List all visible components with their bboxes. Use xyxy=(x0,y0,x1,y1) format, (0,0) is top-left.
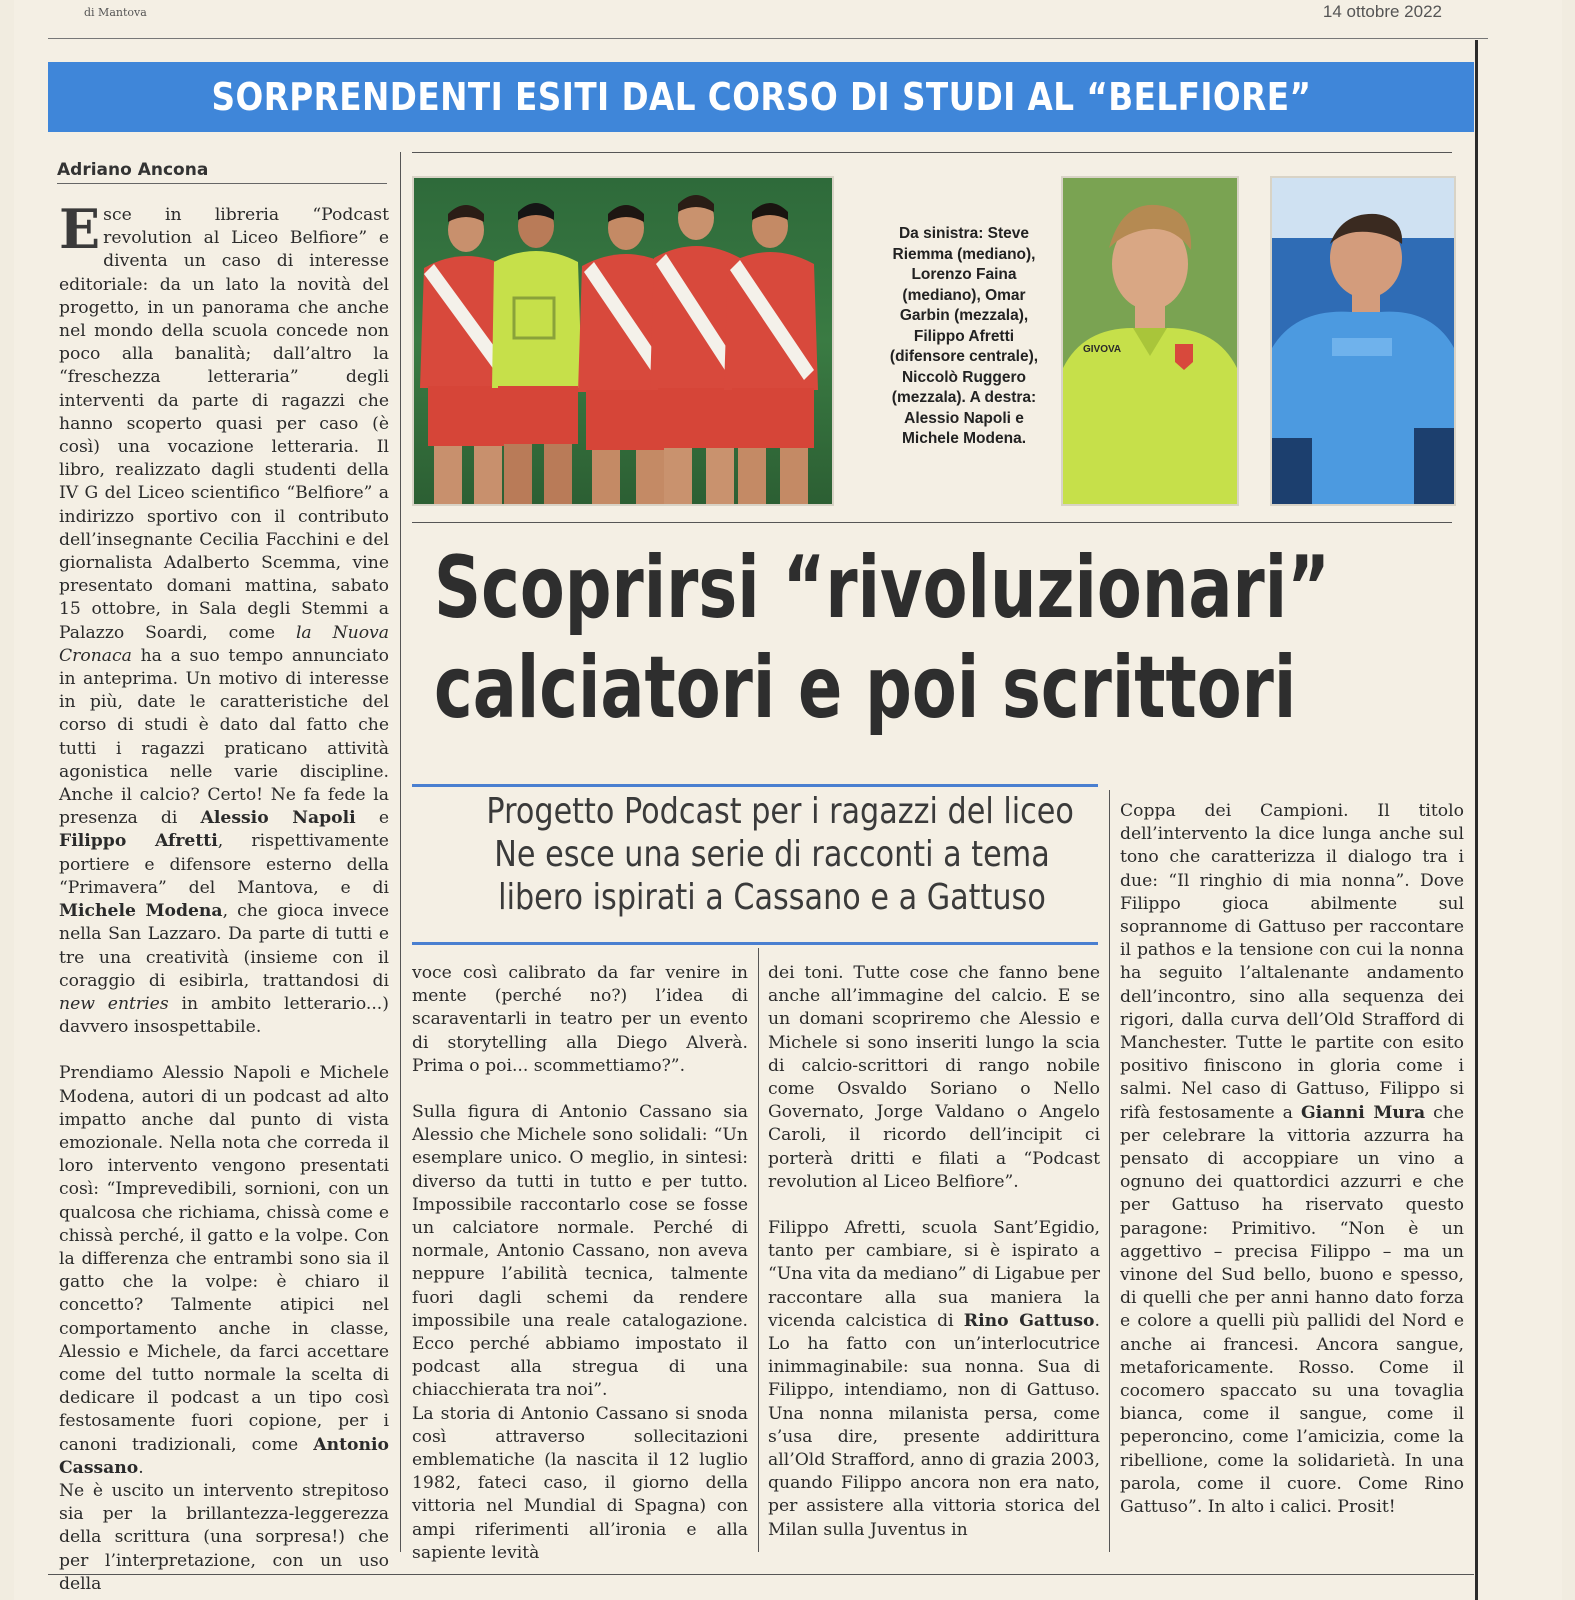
right-column-rule xyxy=(1475,40,1478,1600)
column-separator-2 xyxy=(758,948,759,1552)
author-byline: Adriano Ancona xyxy=(57,160,209,180)
col4-strong: Gianni Mura xyxy=(1300,1102,1426,1123)
team-photo-image xyxy=(414,178,832,504)
col3-strong: Rino Gattuso xyxy=(963,1310,1095,1331)
article-column-1 xyxy=(59,197,389,1596)
headline-line-1: Scoprirsi “rivoluzionari” xyxy=(434,538,1331,638)
col1-em: new entries xyxy=(59,993,169,1014)
masthead: di Mantova xyxy=(84,6,147,19)
col3-text: . Lo ha fatto con un’interlocutrice inimmaginabile: sua nonna. Sua di Filippo, intendiamo, non di Gattuso. Una nonna milanista persa, come s’usa dire, presente addirittura all’Old Strafford, anno di grazia 2003, quando Filippo ancora non era nato, per assistere alla vittoria storica del Milan sulla Juventus in xyxy=(768,1310,1100,1540)
photo-top-rule xyxy=(412,152,1452,153)
article-column-3 xyxy=(768,962,1100,1542)
col4-paragraph-1 xyxy=(1120,800,1464,1519)
banner-text: SORPRENDENTI ESITI DAL CORSO DI STUDI AL “BELFIORE” xyxy=(211,75,1311,119)
section-banner xyxy=(48,62,1474,132)
col1-strong: Alessio Napoli xyxy=(200,808,356,829)
col1-text: , che gioca invece nella San Lazzaro. Da parte di tutti e tre una creatività (insieme con il coraggio di esibirla, trattandosi di xyxy=(59,901,389,991)
col1-text: . xyxy=(138,1457,144,1478)
col1-text: , rispettivamente portiere e difensore esterno della “Primavera” del Mantova, e di xyxy=(59,831,389,898)
col3-paragraph-2 xyxy=(768,1217,1100,1542)
subhead-bottom-rule xyxy=(412,942,1098,945)
col3-text: Filippo Afretti, scuola Sant’Egidio, tanto per cambiare, si è ispirato a “Una vita da mediano” di Ligabue per raccontare alla sua maniera la vicenda calcistica di xyxy=(768,1218,1100,1331)
column-separator-1 xyxy=(400,152,401,1552)
subhead-top-rule xyxy=(412,784,1098,787)
team-photo xyxy=(412,176,834,506)
byline-rule xyxy=(57,183,387,184)
col1-paragraph-2 xyxy=(59,1062,389,1596)
article-column-2 xyxy=(412,962,748,1565)
col2-text: La storia di Antonio Cassano si snoda così attraverso sollecitazioni emblematiche (la nascita il 12 luglio 1982, fateci caso, il giorno della vittoria nel Mundial di Spagna) con ampi riferimenti all’ironia e alla sapiente levità xyxy=(412,1403,748,1563)
headline xyxy=(434,538,1474,738)
top-rule xyxy=(48,38,1488,39)
portrait-alessio-napoli xyxy=(1061,176,1239,506)
portrait-napoli-image xyxy=(1063,178,1237,504)
col1-text: Prendiamo Alessio Napoli e Michele Modena, autori di un podcast ad alto impatto anche dal punto di vista emozionale. Nella nota che correda il loro intervento vengono presentati così: “Imprevedibili, sornioni, con un qualcosa che richiama, chissà come e chissà perché, il gatto e la volpe. Con la differenza che entrambi sono sia il gatto che la volpe: è chiaro il concetto? Talmente atipici nel comportamento anche in classe, Alessio e Michele, da farci accettare come del tutto normale la scelta di dedicare il podcast a un tipo così festosamente fuori copione, per i canoni tradizionali, come xyxy=(59,1063,389,1455)
col3-paragraph-1: dei toni. Tutte cose che fanno bene anche all’immagine del calcio. E se un domani scopriremo che Alessio e Michele si sono inseriti lungo la scia di calcio-scrittori di rango nobile come Osvaldo Soriano o Nello Governato, Jorge Valdano o Angelo Caroli, il ricordo dell’incipit ci porterà dritti e filati a “Podcast revolution al Liceo Belfiore”. xyxy=(768,963,1100,1192)
col2-paragraph-1: voce così calibrato da far venire in mente (perché no?) l’idea di scaraventarli in teatro per un evento di storytelling alla Diego Alverà. Prima o poi... scommettiamo?”. xyxy=(412,963,748,1076)
col4-text: Coppa dei Campioni. Il titolo dell’intervento la dice lunga anche sul tono che caratterizza il dialogo tra i due: “Il ringhio di mia nonna”. Dove Filippo gioca abilmente sul soprannome di Gattuso per raccontare il pathos e la tensione con cui la nonna ha seguito l’altalenante andamento dell’incontro, sino alla sequenza dei rigori, dalla curva dell’Old Strafford di Manchester. Tutte le partite con esito positivo finiscono in gloria come i salmi. Nel caso di Gattuso, Filippo si rifà festosamente a xyxy=(1120,801,1464,1123)
headline-top-rule xyxy=(412,522,1452,523)
col1-strong: Filippo Afretti xyxy=(59,831,218,852)
portrait-modena-image xyxy=(1272,178,1454,504)
headline-line-2: calciatori e poi scrittori xyxy=(434,638,1297,738)
col4-text: che per celebrare la vittoria azzurra ha pensato di accoppiare un vino a ognuno dei quattordici azzurri e che per Gattuso ha riservato questo paragone: Primitivo. “Non è un aggettivo – precisa Filippo – ma un vinone del Sud bello, buono e spesso, di quelli che per anni hanno dato forza e colore a quelli più pallidi del Nord e anche ai francesi. Ancora sangue, metaforicamente. Rosso. Come il cocomero spaccato su una tovaglia bianca, come il sangue, come il peperoncino, come l’amicizia, come la ribellione, come la solidarietà. In una parola, come il cuore. Come Rino Gattuso”. In alto i calici. Prosit! xyxy=(1120,1102,1464,1518)
col1-text: sce in libreria “Podcast revolution al Liceo Belfiore” e diventa un caso di interesse editoriale: da un lato la novità del progetto, in un panorama che anche nel mondo della scuola concede non poco alla banalità; dall’altro la “freschezza letteraria” degli interventi da parte di ragazzi che hanno scoperto quasi per caso (è così) una vocazione letteraria. Il libro, realizzato dagli studenti della IV G del Liceo scientifico “Belfiore” a indirizzo sportivo con il contributo dell’insegnante Cecilia Facchini e del giornalista Adalberto Scemma, vine presentato domani mattina, sabato 15 ottobre, in Sala degli Stemmi a Palazzo Soardi, come xyxy=(59,205,389,643)
subhead-line-2: Ne esce una serie di racconti a tema xyxy=(494,834,1050,875)
col1-strong: Michele Modena xyxy=(59,901,223,922)
newspaper-page xyxy=(14,0,1562,1600)
subheadline xyxy=(432,790,1112,919)
portrait-michele-modena xyxy=(1270,176,1456,506)
col1-paragraph-1 xyxy=(59,197,389,1039)
col2-paragraph-2 xyxy=(412,1101,748,1565)
subhead-line-3: libero ispirati a Cassano e a Gattuso xyxy=(498,877,1046,918)
col1-text: Ne è uscito un intervento strepitoso sia per la brillantezza-leggerezza della scrittura (una sorpresa!) che per l’interpretazione, con un uso della xyxy=(59,1480,389,1594)
col1-em: la Nuova Cronaca xyxy=(59,622,389,666)
photo-caption: Da sinistra: Steve Riemma (mediano), Lorenzo Faina (mediano), Omar Garbin (mezzala), Filippo Afretti (difensore centrale), Niccolò Ruggero (mezzala). A destra: Alessio Napoli e Michele Modena. xyxy=(889,225,1039,447)
subhead-line-1: Progetto Podcast per i ragazzi del liceo xyxy=(486,791,1074,832)
col1-text: e xyxy=(355,808,389,829)
page-date: 14 ottobre 2022 xyxy=(1322,2,1442,21)
col2-text: Sulla figura di Antonio Cassano sia Alessio che Michele sono solidali: “Un esemplare unico. O meglio, in sintesi: diverso da tutti in tutto e per tutto. Impossibile raccontarlo cose se fosse un calciatore normale. Perché di normale, Antonio Cassano, non aveva neppure l’abilità tecnica, talmente fuori dagli schemi da rendere impossibile una reale catalogazione. Ecco perché abbiamo impostato il podcast alla stregua di una chiacchierata tra noi”. xyxy=(412,1102,748,1401)
col1-text: ha a suo tempo annunciato in anteprima. Un motivo di interesse in più, date le caratteristiche del corso di studi è dato dal fatto che tutti i ragazzi praticano attività agonistica nelle varie discipline. Anche il calcio? Certo! Ne fa fede la presenza di xyxy=(59,645,389,829)
col1-text: in ambito letterario...) davvero insospettabile. xyxy=(59,993,389,1038)
drop-cap: E xyxy=(59,197,101,261)
article-column-4 xyxy=(1120,800,1464,1519)
col1-strong: Antonio Cassano xyxy=(59,1434,389,1478)
shirt-brand: GIVOVA xyxy=(1083,344,1122,355)
